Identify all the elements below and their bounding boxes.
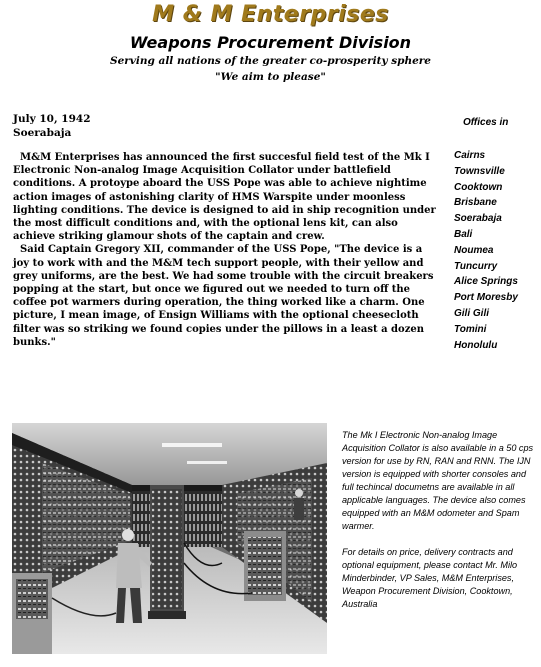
- offices-list: [454, 148, 518, 353]
- office-item: Soerabaja: [454, 213, 502, 225]
- office-item: Tomini: [454, 323, 487, 335]
- eniac-photo: [12, 423, 327, 654]
- division-heading: Weapons Procurement Division: [129, 33, 412, 52]
- office-item: Port Moresby: [454, 292, 518, 304]
- motto-line-1: Serving all nations of the greater co-prosperity sphere: [110, 55, 431, 67]
- office-item: Alice Springs: [454, 276, 518, 288]
- article-paragraph-1: M&M Enterprises has announced the first succesful field test of the Mk I Electronic Non-analog Image Acquisition Collator under battlefield conditions. A protoype aboard the USS Pope was able to achieve nightime action images of astonishing clarity of HMS Warspite under moonless lighting conditions. The device is designed to aid in ship recognition under the most difficult conditions and, with the optional lens kit, can also achieve striking glamour shots of the captain and crew.: [13, 152, 436, 243]
- article-place: Soerabaja: [13, 127, 72, 139]
- offices-heading: Offices in: [463, 117, 509, 128]
- office-item: Townsville: [454, 165, 505, 177]
- sidebar-paragraph-1: The Mk I Electronic Non-analog Image Acquisition Collator is also available in a 50 cps version for use by RN, RAN and RNN. The IJN version is equipped with shorter consoles and full techincal documetns are available in all applicable languages. The device also comes equipped with an M&M odometer and Spam warmer.: [342, 430, 534, 531]
- office-item: Honolulu: [454, 339, 498, 351]
- company-title: M & M Enterprises: [152, 2, 389, 27]
- article-body: [13, 151, 440, 349]
- article-paragraph-2: Said Captain Gregory XII, commander of the USS Pope, "The device is a joy to work with and the M&M tech support people, with their yellow and grey uniforms, are the best. We had some trouble with the circuit breakers popping at the start, but once we figured out we needed to turn off the coffee pot warmers during operation, the thing worked like a charm. One picture, I mean image, of Ensign Williams with the optional cheesecloth filter was so striking we found copies under the pillows in a least a dozen bunks.": [13, 244, 434, 348]
- sidebar-text: [342, 429, 537, 611]
- office-item: Bali: [454, 228, 473, 240]
- office-item: Noumea: [454, 244, 494, 256]
- office-item: Gili Gili: [454, 307, 490, 319]
- sidebar-paragraph-2: For details on price, delivery contracts and optional equipment, please contact Mr. Milo Minderbinder, VP Sales, M&M Enterprises, Weapon Procurement Division, Cooktown, Australia: [342, 547, 518, 609]
- photo-illustration: [12, 423, 327, 654]
- office-item: Brisbane: [454, 197, 497, 209]
- motto-line-2: "We aim to please": [215, 71, 326, 83]
- dateline: [13, 112, 91, 140]
- office-item: Cairns: [454, 150, 486, 161]
- article-date: July 10, 1942: [13, 113, 91, 125]
- office-item: Tuncurry: [454, 260, 498, 272]
- office-item: Cooktown: [454, 181, 503, 193]
